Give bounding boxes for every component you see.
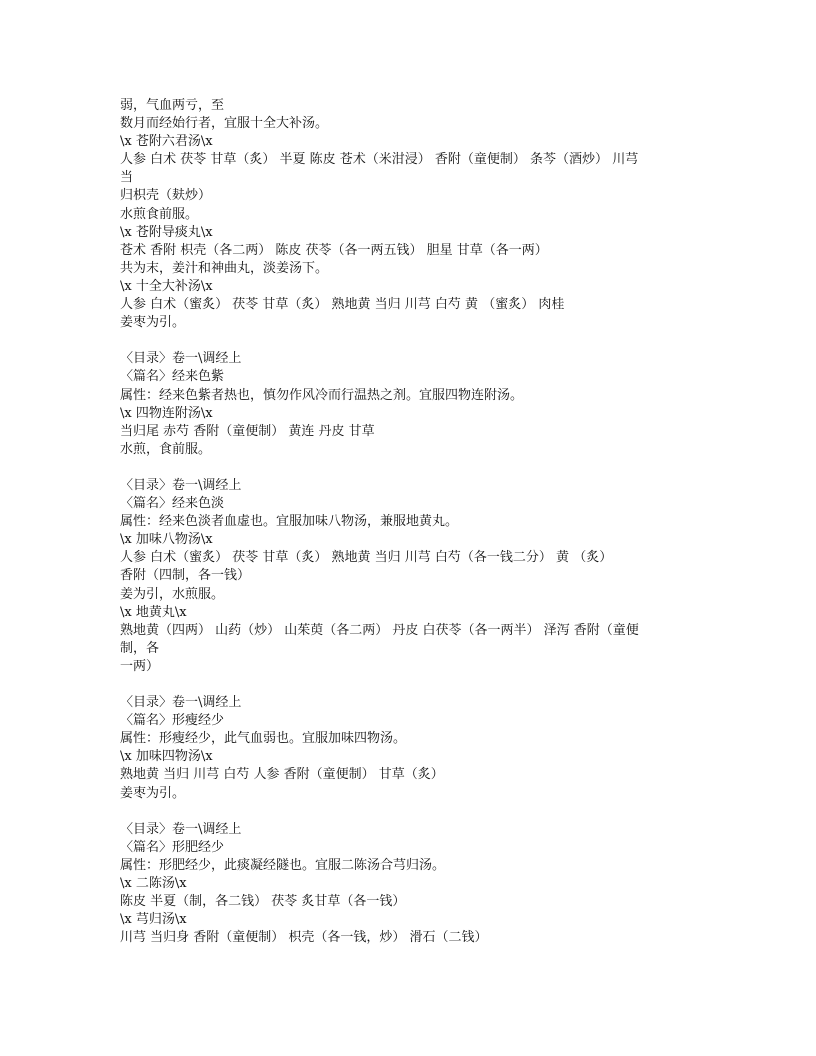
text-line: 人参 白术（蜜炙） 茯苓 甘草（炙） 熟地黄 当归 川芎 白芍（各一钱二分） 黄 （炙） — [120, 550, 613, 566]
blank-line — [120, 332, 710, 350]
text-line: 数月而经始行者，宜服十全大补汤。 — [120, 116, 329, 132]
text-line: 〈目录〉卷一\调经上 — [120, 351, 242, 367]
text-line: \x 芎归汤\x — [120, 912, 187, 928]
text-line: 熟地黄（四两） 山药（炒） 山茱萸（各二两） 丹皮 白茯苓（各一两半） 泽泻 香附（童便 — [120, 622, 639, 638]
text-line: 〈目录〉卷一\调经上 — [120, 695, 242, 711]
text-line: 姜枣为引。 — [120, 315, 186, 331]
text-line: 当归尾 赤芍 香附（童便制） 黄连 丹皮 甘草 — [120, 423, 375, 439]
text-line: 〈目录〉卷一\调经上 — [120, 477, 242, 493]
text-line: 姜为引，水煎服。 — [120, 586, 225, 602]
text-line: 〈篇名〉经来色淡 — [120, 496, 225, 512]
text-line: 〈篇名〉形肥经少 — [120, 839, 225, 855]
text-line: \x 苍附六君汤\x — [120, 134, 213, 150]
text-line: 姜枣为引。 — [120, 785, 186, 801]
text-line: \x 四物连附汤\x — [120, 405, 213, 421]
text-line: 熟地黄 当归 川芎 白芍 人参 香附（童便制） 甘草（炙） — [120, 767, 444, 783]
text-line: 制，各 — [120, 640, 160, 656]
text-line: 人参 白术 茯苓 甘草（炙） 半夏 陈皮 苍术（米泔浸） 香附（童便制） 条芩（酒炒） 川芎 — [120, 152, 639, 168]
text-line: 人参 白术（蜜炙） 茯苓 甘草（炙） 熟地黄 当归 川芎 白芍 黄 （蜜炙） 肉桂 — [120, 297, 565, 313]
document-body — [120, 97, 710, 947]
text-line: \x 十全大补汤\x — [120, 278, 213, 294]
text-line: \x 加味八物汤\x — [120, 532, 213, 548]
text-line: \x 加味四物汤\x — [120, 749, 213, 765]
blank-line — [120, 676, 710, 694]
text-line: 苍术 香附 枳壳（各二两） 陈皮 茯苓（各一两五钱） 胆星 甘草（各一两） — [120, 242, 548, 258]
text-line: 〈目录〉卷一\调经上 — [120, 821, 242, 837]
text-line: \x 苍附导痰丸\x — [120, 224, 213, 240]
text-line: 属性：经来色淡者血虚也。宜服加味八物汤，兼服地黄丸。 — [120, 514, 459, 530]
text-line: 共为末，姜汁和神曲丸，淡姜汤下。 — [120, 260, 329, 276]
text-line: 陈皮 半夏（制，各二钱） 茯苓 炙甘草（各一钱） — [120, 894, 406, 910]
text-line: \x 地黄丸\x — [120, 604, 187, 620]
text-line: 香附（四制，各一钱） — [120, 568, 251, 584]
text-line: 〈篇名〉形瘦经少 — [120, 713, 225, 729]
text-line: 弱，气血两亏，至 — [120, 98, 225, 113]
text-line: 〈篇名〉经来色紫 — [120, 369, 225, 385]
blank-line — [120, 803, 710, 821]
text-line: 一两） — [120, 658, 160, 674]
text-line: 属性：形肥经少，此痰凝经隧也。宜服二陈汤合芎归汤。 — [120, 857, 446, 873]
text-line: 水煎食前服。 — [120, 206, 199, 222]
text-line: 归枳壳（麸炒） — [120, 188, 212, 204]
text-line: 属性：经来色紫者热也，慎勿作风冷而行温热之剂。宜服四物连附汤。 — [120, 387, 524, 403]
text-line: \x 二陈汤\x — [120, 876, 187, 892]
text-line: 当 — [120, 170, 134, 186]
text-line: 属性：形瘦经少，此气血弱也。宜服加味四物汤。 — [120, 731, 407, 747]
blank-line — [120, 459, 710, 477]
text-line: 水煎，食前服。 — [120, 441, 212, 457]
text-line: 川芎 当归身 香附（童便制） 枳壳（各一钱，炒） 滑石（二钱） — [120, 930, 488, 946]
